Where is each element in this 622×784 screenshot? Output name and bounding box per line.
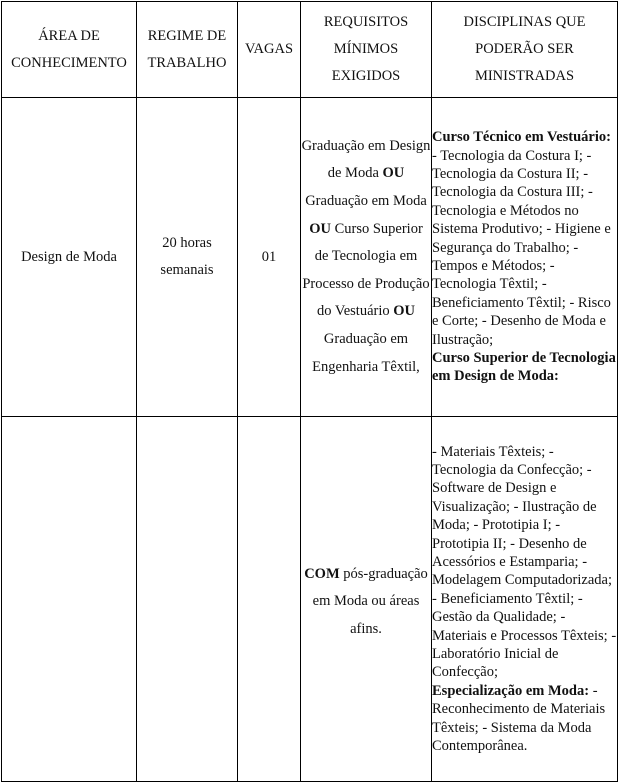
vagas-value: 01 [261,248,277,265]
header-requisitos [301,2,432,98]
disciplinas-cell [432,98,618,417]
disc-list-especializacao: - Reconhecimento de Materiais Têxteis; - Sistema da Moda Contemporânea. [432,682,606,755]
req-or-2: OU [309,220,331,237]
header-disc-line2: PODERÃO SER [475,41,574,57]
req-text-1: Graduação em Design de Moda [301,137,431,182]
header-row [2,2,618,98]
regime-cell-empty [137,417,238,782]
disc-heading-tecnico: Curso Técnico em Vestuário: [432,129,611,146]
header-regime [137,2,238,98]
disc-heading-especializacao: Especialização em Moda: [432,682,590,699]
disc-list-superior: - Materiais Têxteis; - Tecnologia da Confecção; - Software de Design e Visualização; - Ilustração de Moda; - Prototipia I; - Prototipia II; - Desenho de Acessórios e Estamparia; - Modelagem Computadorizada; - Beneficiamento Têxtil; - Gestão da Qualidade; - Materiais e Processos Têxteis; - Laboratório Inicial de Confecção; [432,443,617,681]
header-vagas-label: VAGAS [244,41,294,57]
header-disciplinas [432,2,618,98]
header-area [2,2,137,98]
req-or-1: OU [382,165,405,182]
header-regime-line2: TRABALHO [147,54,227,71]
req-text-4: Graduação em Engenharia Têxtil, [312,330,420,375]
header-req-line3: EXIGIDOS [331,68,401,84]
header-req-line2: MÍNIMOS [333,41,399,57]
disc-list-tecnico: - Tecnologia da Costura I; - Tecnologia da Costura II; - Tecnologia da Costura III; - Tecnologia e Métodos no Sistema Produtivo; - Higiene e Segurança do Trabalho; - Tempos e Métodos; - Tecnologia Têxtil; - Beneficiamento Têxtil; - Risco e Corte; - Desenho de Moda e Ilustração; [432,147,611,348]
vacancy-table [1,1,618,782]
disc-heading-superior: Curso Superior de Tecnologia em Design de Moda: [432,350,616,385]
vagas-cell [238,98,301,417]
requisitos-cell [301,98,432,417]
req-text-3: Curso Superior de Tecnologia em Processo de Produção do Vestuário [302,220,430,320]
vagas-cell-empty [238,417,301,782]
area-cell [2,98,137,417]
regime-line2: semanais [160,262,214,278]
req-posgrad: pós-graduação em Moda ou áreas afins. [312,565,428,637]
header-regime-line1: REGIME DE [147,27,227,44]
req-text-2: Graduação em Moda [305,193,427,210]
header-area-line2: CONHECIMENTO [11,54,127,71]
regime-cell [137,98,238,417]
area-value: Design de Moda [21,248,117,265]
header-area-line1: ÁREA DE [38,27,100,44]
req-com: COM [304,565,340,582]
header-vagas [238,2,301,98]
header-disc-line3: MINISTRADAS [474,68,575,84]
header-req-line1: REQUISITOS [323,14,409,30]
regime-line1: 20 horas [162,235,212,251]
area-cell-empty [2,417,137,782]
table-row [2,98,618,417]
header-disc-line1: DISCIPLINAS QUE [463,14,586,30]
requisitos-cell-cont [301,417,432,782]
req-or-3: OU [393,303,415,320]
table-row [2,417,618,782]
disciplinas-cell-cont [432,417,618,782]
